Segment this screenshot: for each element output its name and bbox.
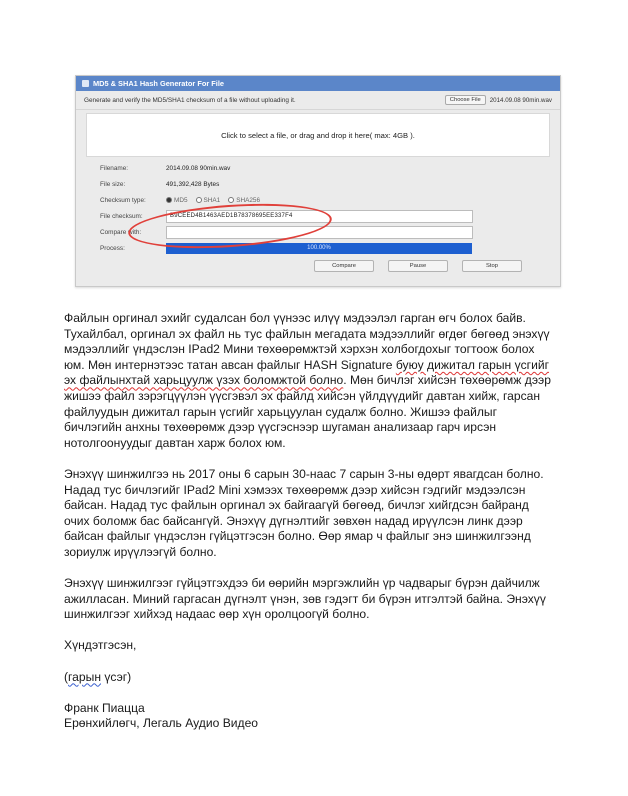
file-checksum-label: File checksum: [100, 212, 143, 220]
compare-field[interactable] [166, 226, 473, 239]
signature-rest: үсэг) [101, 669, 132, 684]
compare-button[interactable]: Compare [314, 260, 374, 272]
radio-md5[interactable] [166, 197, 188, 204]
paragraph-1-text-a: Файлын оргинал эхийг судалсан бол үүнээс илүү мэдээлэл гарган өгч болох байв. Тухайлбал, оргинал эх файл нь тус файлын мегадата мэдээллийг өгдөг бөгөөд энэхүү мэдээллийг үндэслэн IPad2 Мини төхөөрөмжтэй хэрхэн холбогдохыг тогтоож болох юм. Мөн интернэтээс татан авсан файлыг HASH Signature [64, 311, 550, 372]
radio-dot-icon [196, 197, 202, 203]
file-checksum-field[interactable]: B9CEED4B1463AED1B78378695EE337F4 [166, 210, 473, 223]
filesize-row [86, 176, 550, 192]
dropzone-text: Click to select a file, or drag and drop it here( max: 4GB ). [221, 130, 415, 140]
radio-sha256-label: SHA256 [236, 196, 261, 204]
checksum-type-options [166, 197, 260, 204]
compare-row [86, 224, 550, 240]
stop-button[interactable]: Stop [462, 260, 522, 272]
process-label: Process: [100, 244, 125, 252]
process-row [86, 240, 550, 256]
closing-line: Хүндэтгэсэн, [64, 638, 137, 653]
filesize-label: File size: [100, 180, 126, 188]
compare-label: Compare with: [100, 228, 142, 236]
radio-dot-icon [166, 197, 172, 203]
signer-position: Ерөнхийлөгч, Легаль Аудио Видео [64, 716, 259, 731]
chosen-file-name: 2014.09.08 90min.wav [489, 96, 552, 104]
letter-body [64, 311, 554, 732]
signature-marked-word: гарын [68, 669, 101, 684]
progress-bar: 100.00% [166, 243, 472, 254]
description-text: Generate and verify the MD5/SHA1 checksum of a file without uploading it. [84, 96, 296, 104]
paragraph-2: Энэхүү шинжилгээ нь 2017 оны 6 сарын 30-наас 7 сарын 3-ны өдөрт явагдсан болно. Надад тус бичлэгийг IPad2 Mini хэмээх төхөөрөмж дээр хийсэн гэдгийг мэдээлсэн байсан. Надад тус файлын оргинал эх байгаагүй бөгөөд, бичлэг хийгдсэн байранд очих боломж бас байсангүй. Энэхүү дүгнэлтийг зөвхөн надад ирүүлсэн линк дээр байсан файлыг үндэслэн гүйцэтгэсэн болно. Өөр ямар ч файлыг энэ шинжилгээнд зориулж ирүүлээгүй болно. [64, 466, 544, 559]
radio-dot-icon [228, 197, 234, 203]
hash-generator-title: MD5 & SHA1 Hash Generator For File [93, 79, 225, 88]
signer-name: Франк Пиацца [64, 700, 145, 715]
paragraph-1-text-b: . Мөн бичлэг хийсэн төхөөрөмж дээр жишээ файл зэрэгцүүлэн үүсгэвэл эх файлд хийсэн үйлдүүдийг давтан хийж, гарсан файлуудын дижитал гарын үсгийг харьцуулан судалж болно. Жишээ файлыг бичлэгийн анхны төхөөрөмж дээр үүсгэснээр шугаман анализаар гарч ирсэн нотолгоонуудыг давтан харж болох юм. [64, 373, 551, 450]
paragraph-3: Энэхүү шинжилгээг гүйцэтгэхдээ би өөрийн мэргэжлийн үр чадварыг бүрэн дайчилж ажилласан. Миний гаргасан дүгнэлт үнэн, зөв гэдэгт би бүрэн итгэлтэй байна. Энэхүү шинжилгээг хийхэд надаас өөр хүн оролцоогүй болно. [64, 576, 546, 622]
file-details [86, 160, 550, 272]
choose-file-button[interactable]: Choose File [445, 95, 486, 105]
filesize-value: 491,392,428 Bytes [166, 180, 220, 188]
pause-button[interactable]: Pause [388, 260, 448, 272]
signature-open-paren: ( [64, 669, 69, 684]
filename-label: Filename: [100, 164, 129, 172]
hash-generator-title-bar [76, 76, 560, 91]
filename-value: 2014.09.08 90min.wav [166, 164, 231, 172]
filename-row [86, 160, 550, 176]
signature-placeholder [64, 670, 554, 686]
action-buttons [86, 256, 550, 272]
radio-sha1-label: SHA1 [203, 196, 221, 204]
paragraph-1-marked-text: буюу дижитал гарын үсгийг эх файлынхтай харьцуулж үзэх боломжтой болно [64, 357, 550, 388]
checksum-type-row [86, 192, 550, 208]
radio-sha256[interactable] [228, 197, 260, 204]
embedded-screenshot [75, 75, 561, 287]
signer-block [64, 701, 554, 732]
radio-sha1[interactable] [196, 197, 221, 204]
radio-md5-label: MD5 [174, 196, 188, 204]
description-row [76, 91, 560, 110]
app-icon [82, 80, 89, 87]
file-dropzone[interactable] [86, 113, 550, 157]
file-checksum-row [86, 208, 550, 224]
paragraph-1 [64, 311, 554, 451]
checksum-type-label: Checksum type: [100, 196, 146, 204]
